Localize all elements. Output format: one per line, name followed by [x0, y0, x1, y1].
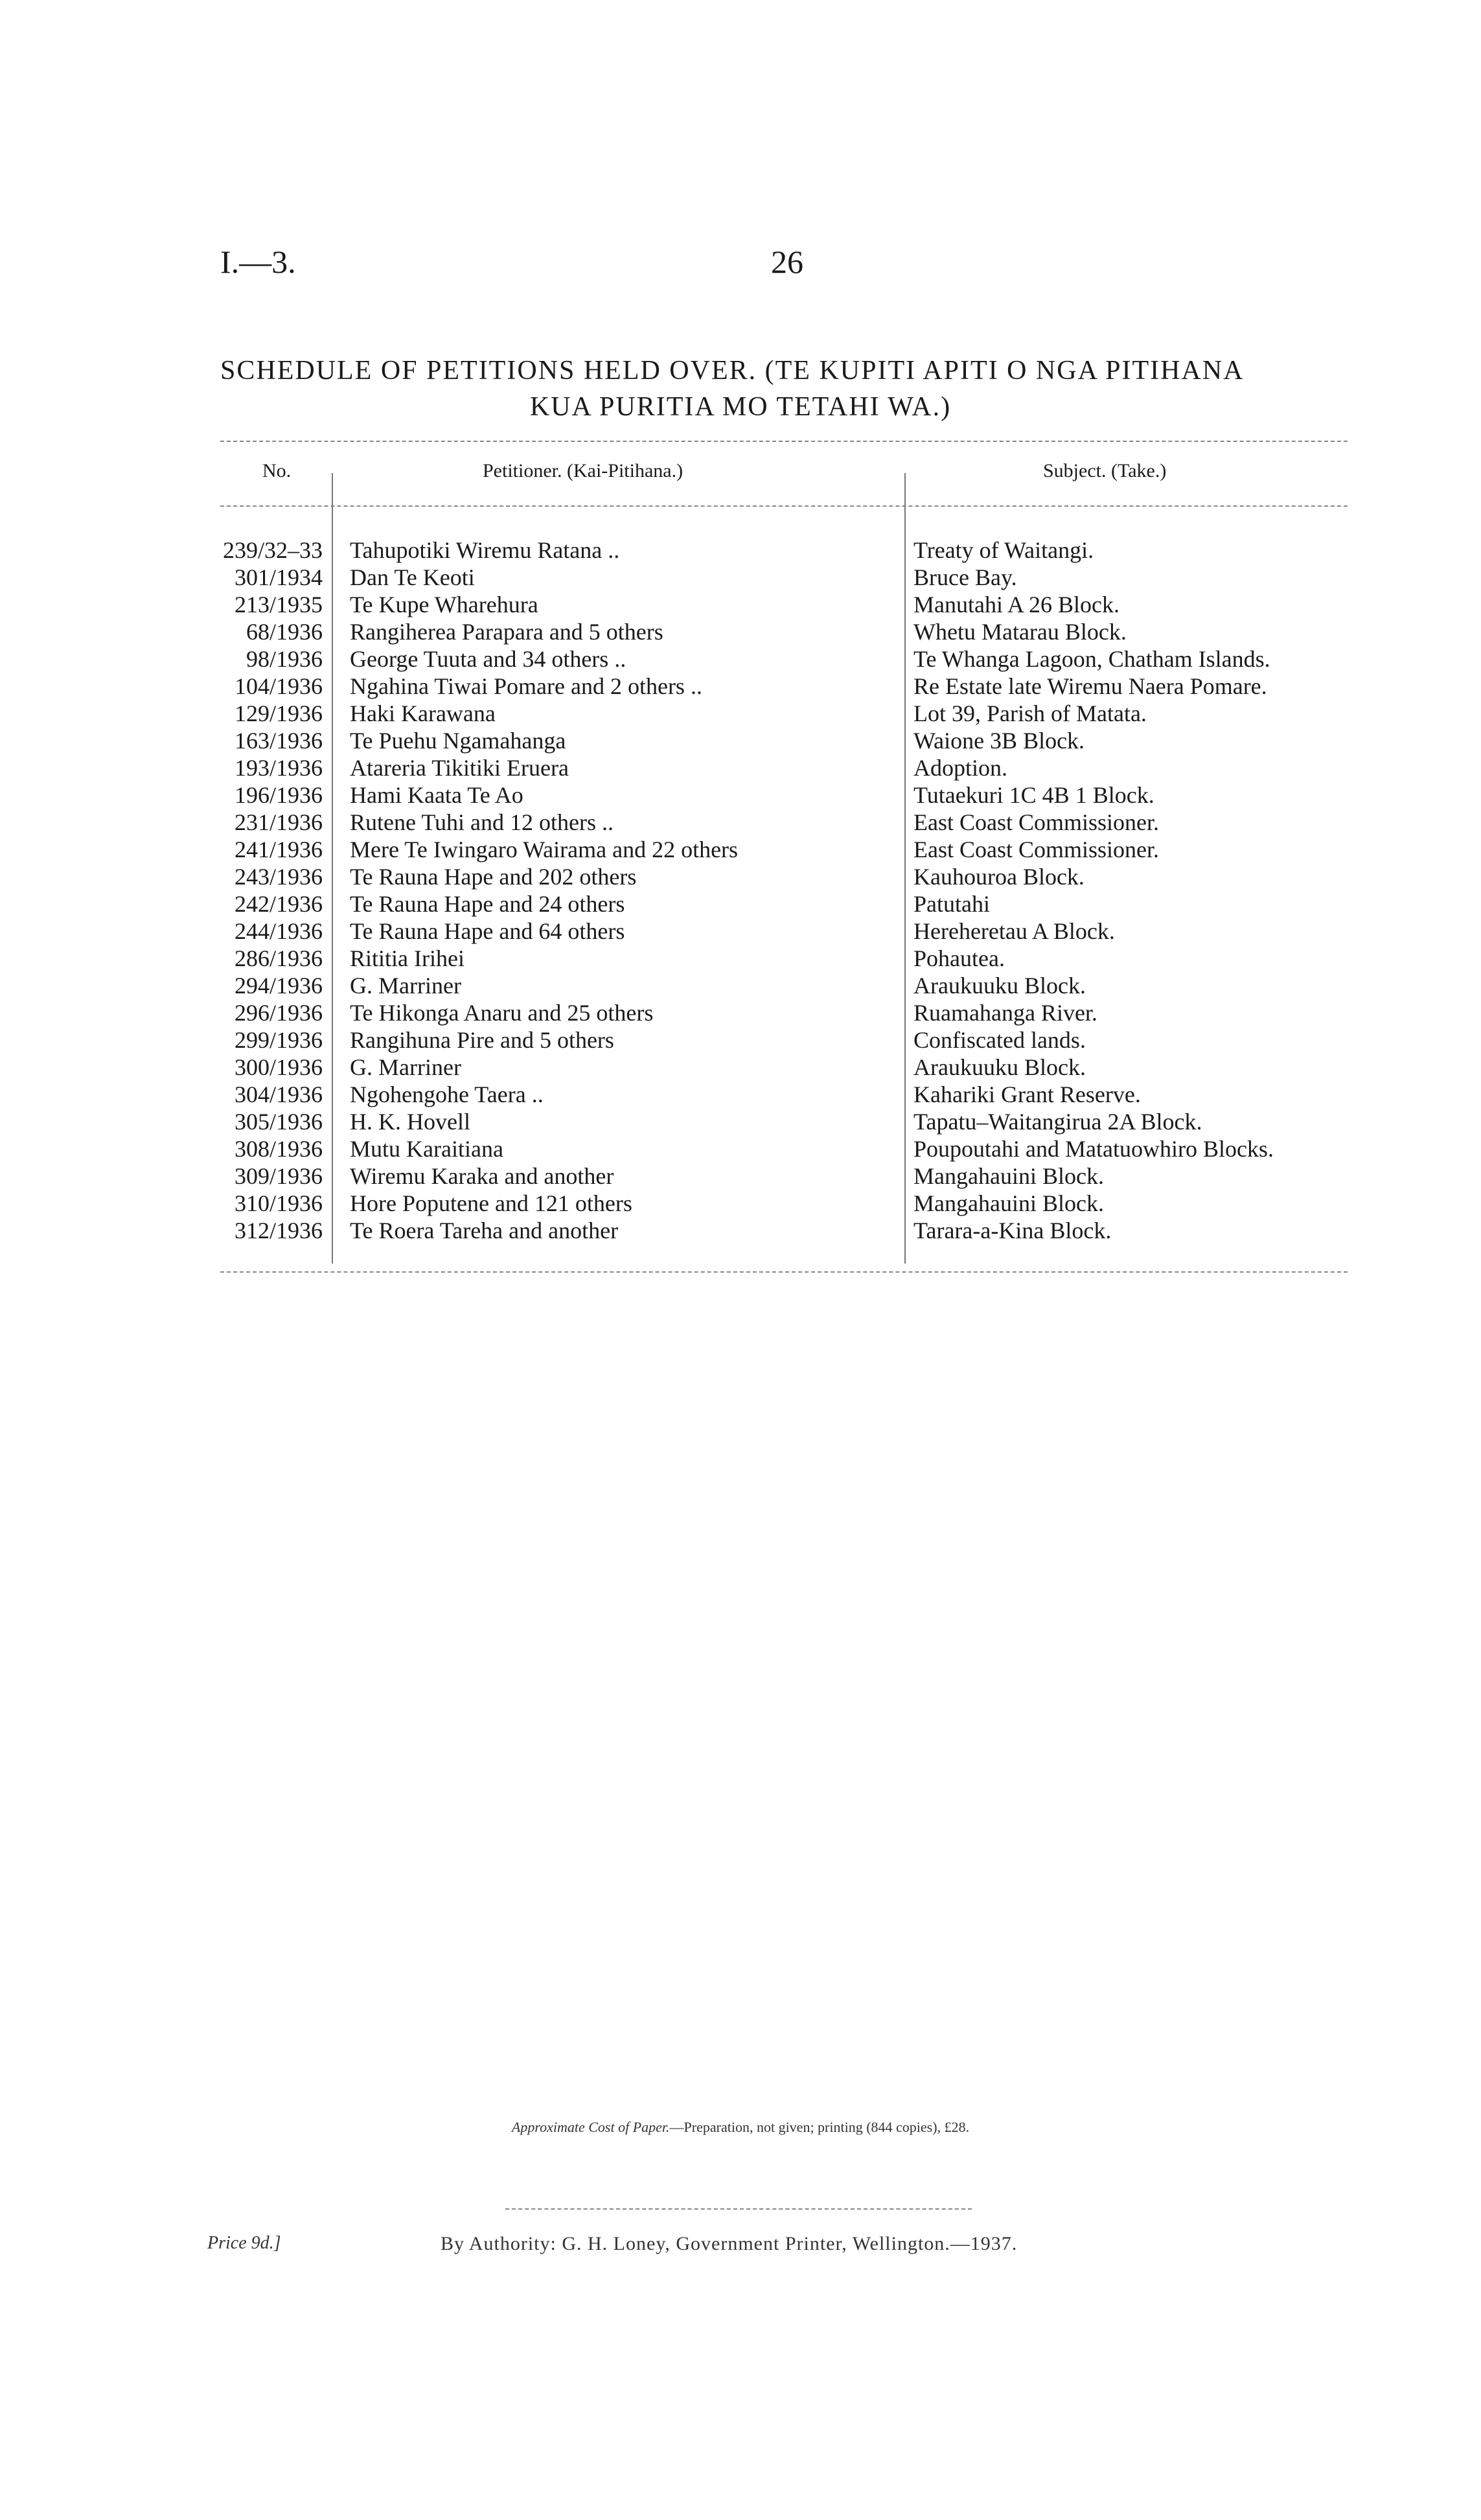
petition-subject: Ruamahanga River.	[913, 1000, 1097, 1026]
petition-subject: Mangahauini Block.	[913, 1163, 1104, 1189]
petition-number: 193/1936	[234, 755, 323, 781]
petition-subject: Poupoutahi and Matatuowhiro Blocks.	[913, 1136, 1274, 1162]
petitioner-name: Rutene Tuhi and 12 others ..	[350, 809, 614, 835]
table-row	[0, 918, 1481, 945]
petitioner-name: Ngohengohe Taera ..	[350, 1081, 544, 1107]
petition-number: 104/1936	[234, 673, 323, 699]
column-header-petitioner: Petitioner. (Kai-Pitihana.)	[483, 460, 683, 481]
table-row	[0, 564, 1481, 591]
header-bottom-rule	[220, 505, 1348, 507]
petition-number: 299/1936	[234, 1027, 323, 1053]
table-row	[0, 836, 1481, 863]
petition-number: 98/1936	[246, 646, 323, 672]
petition-subject: Kauhouroa Block.	[913, 864, 1085, 890]
petition-number: 310/1936	[234, 1190, 323, 1216]
petitioner-name: Te Rauna Hape and 24 others	[350, 891, 625, 917]
petition-subject: Adoption.	[913, 755, 1008, 781]
petition-subject: Kahariki Grant Reserve.	[913, 1081, 1141, 1107]
petition-number: 231/1936	[234, 809, 323, 835]
petition-subject: Pohautea.	[913, 945, 1005, 971]
table-row	[0, 809, 1481, 836]
table-row	[0, 537, 1481, 564]
table-row	[0, 890, 1481, 918]
cost-text: —Preparation, not given; printing (844 copies), £28.	[669, 2119, 970, 2135]
petitioner-name: Te Hikonga Anaru and 25 others	[350, 1000, 654, 1026]
petition-number: 243/1936	[234, 864, 323, 890]
table-row	[0, 618, 1481, 645]
petitioner-name: G. Marriner	[350, 1054, 461, 1080]
page-number: 26	[771, 244, 803, 280]
petition-subject: Hereheretau A Block.	[913, 918, 1115, 944]
petitioner-name: Te Puehu Ngamahanga	[350, 728, 566, 754]
table-top-rule	[220, 441, 1348, 442]
table-row	[0, 700, 1481, 727]
petition-subject: Mangahauini Block.	[913, 1190, 1104, 1216]
petitioner-name: Ngahina Tiwai Pomare and 2 others ..	[350, 673, 702, 699]
petition-subject: Lot 39, Parish of Matata.	[913, 700, 1147, 726]
petition-subject: East Coast Commissioner.	[913, 809, 1160, 835]
table-row	[0, 1026, 1481, 1054]
petition-number: 304/1936	[234, 1081, 323, 1107]
schedule-title-line-2: KUA PURITIA MO TETAHI WA.)	[529, 392, 952, 422]
table-row	[0, 1162, 1481, 1190]
petition-subject: Tapatu–Waitangirua 2A Block.	[913, 1109, 1202, 1135]
petition-number: 163/1936	[234, 728, 323, 754]
petition-number: 241/1936	[234, 837, 323, 862]
schedule-title-line-1: SCHEDULE OF PETITIONS HELD OVER. (TE KUPITI APITI O NGA PITIHANA	[220, 356, 1245, 386]
petition-number: 242/1936	[234, 891, 323, 917]
table-row	[0, 1081, 1481, 1108]
petition-number: 301/1934	[234, 564, 323, 590]
petitioner-name: Rangihuna Pire and 5 others	[350, 1027, 614, 1053]
petition-number: 300/1936	[234, 1054, 323, 1080]
column-header-no: No.	[262, 460, 292, 481]
table-row	[0, 1054, 1481, 1081]
footer-rule	[505, 2208, 972, 2210]
petition-number: 213/1935	[234, 592, 323, 618]
table-row	[0, 1108, 1481, 1135]
petition-subject: Re Estate late Wiremu Naera Pomare.	[913, 673, 1267, 699]
petitioner-name: Te Rauna Hape and 64 others	[350, 918, 625, 944]
petitioner-name: G. Marriner	[350, 973, 461, 999]
table-row	[0, 945, 1481, 972]
petitioner-name: Wiremu Karaka and another	[350, 1163, 614, 1189]
petition-subject: Confiscated lands.	[913, 1027, 1086, 1053]
petition-subject: Waione 3B Block.	[913, 728, 1085, 754]
petition-number: 312/1936	[234, 1218, 323, 1243]
table-row	[0, 645, 1481, 673]
document-reference: I.—3.	[220, 244, 296, 280]
petitioner-name: H. K. Hovell	[350, 1109, 470, 1135]
petition-subject: Te Whanga Lagoon, Chatham Islands.	[913, 646, 1270, 672]
cost-label: Approximate Cost of Paper.	[511, 2119, 670, 2135]
petition-number: 239/32–33	[222, 537, 323, 563]
petition-subject: Tutaekuri 1C 4B 1 Block.	[913, 782, 1154, 808]
table-row	[0, 863, 1481, 890]
table-row	[0, 727, 1481, 754]
price: Price 9d.]	[207, 2233, 281, 2253]
petitioner-name: Tahupotiki Wiremu Ratana ..	[350, 537, 620, 563]
table-row	[0, 754, 1481, 781]
petition-subject: Araukuuku Block.	[913, 973, 1086, 999]
petitioner-name: George Tuuta and 34 others ..	[350, 646, 626, 672]
petitioner-name: Atareria Tikitiki Eruera	[350, 755, 569, 781]
petitioner-name: Hore Poputene and 121 others	[350, 1190, 632, 1216]
petition-number: 129/1936	[234, 700, 323, 726]
table-row	[0, 1135, 1481, 1162]
petition-number: 286/1936	[234, 945, 323, 971]
cost-note	[0, 2119, 1481, 2136]
petition-subject: Manutahi A 26 Block.	[913, 592, 1119, 618]
table-row	[0, 1217, 1481, 1244]
petition-number: 294/1936	[234, 973, 323, 999]
petition-number: 296/1936	[234, 1000, 323, 1026]
petition-number: 244/1936	[234, 918, 323, 944]
table-bottom-rule	[220, 1271, 1348, 1273]
petitioner-name: Te Kupe Wharehura	[350, 592, 538, 618]
petition-subject: Tarara-a-Kina Block.	[913, 1218, 1112, 1243]
petition-number: 196/1936	[234, 782, 323, 808]
petition-subject: Araukuuku Block.	[913, 1054, 1086, 1080]
petitioner-name: Rititia Irihei	[350, 945, 465, 971]
table-row	[0, 972, 1481, 999]
table-row	[0, 1190, 1481, 1217]
petitioner-name: Te Roera Tareha and another	[350, 1218, 619, 1243]
table-row	[0, 781, 1481, 809]
table-row	[0, 673, 1481, 700]
petition-subject: Patutahi	[913, 891, 990, 917]
petitioner-name: Haki Karawana	[350, 700, 496, 726]
petition-number: 308/1936	[234, 1136, 323, 1162]
table-row	[0, 999, 1481, 1026]
column-header-subject: Subject. (Take.)	[1043, 460, 1167, 481]
petition-number: 68/1936	[246, 619, 323, 645]
printer-authority: By Authority: G. H. Loney, Government Printer, Wellington.—1937.	[441, 2233, 1018, 2254]
petitioner-name: Mutu Karaitiana	[350, 1136, 503, 1162]
table-row	[0, 591, 1481, 618]
petition-subject: Bruce Bay.	[913, 564, 1017, 590]
petition-subject: Treaty of Waitangi.	[913, 537, 1094, 563]
petitioner-name: Dan Te Keoti	[350, 564, 475, 590]
petitioner-name: Hami Kaata Te Ao	[350, 782, 523, 808]
petitioner-name: Rangiherea Parapara and 5 others	[350, 619, 663, 645]
petition-subject: Whetu Matarau Block.	[913, 619, 1127, 645]
petition-subject: East Coast Commissioner.	[913, 837, 1160, 862]
petitioner-name: Mere Te Iwingaro Wairama and 22 others	[350, 837, 739, 862]
petitioner-name: Te Rauna Hape and 202 others	[350, 864, 637, 890]
petition-number: 305/1936	[234, 1109, 323, 1135]
petition-number: 309/1936	[234, 1163, 323, 1189]
